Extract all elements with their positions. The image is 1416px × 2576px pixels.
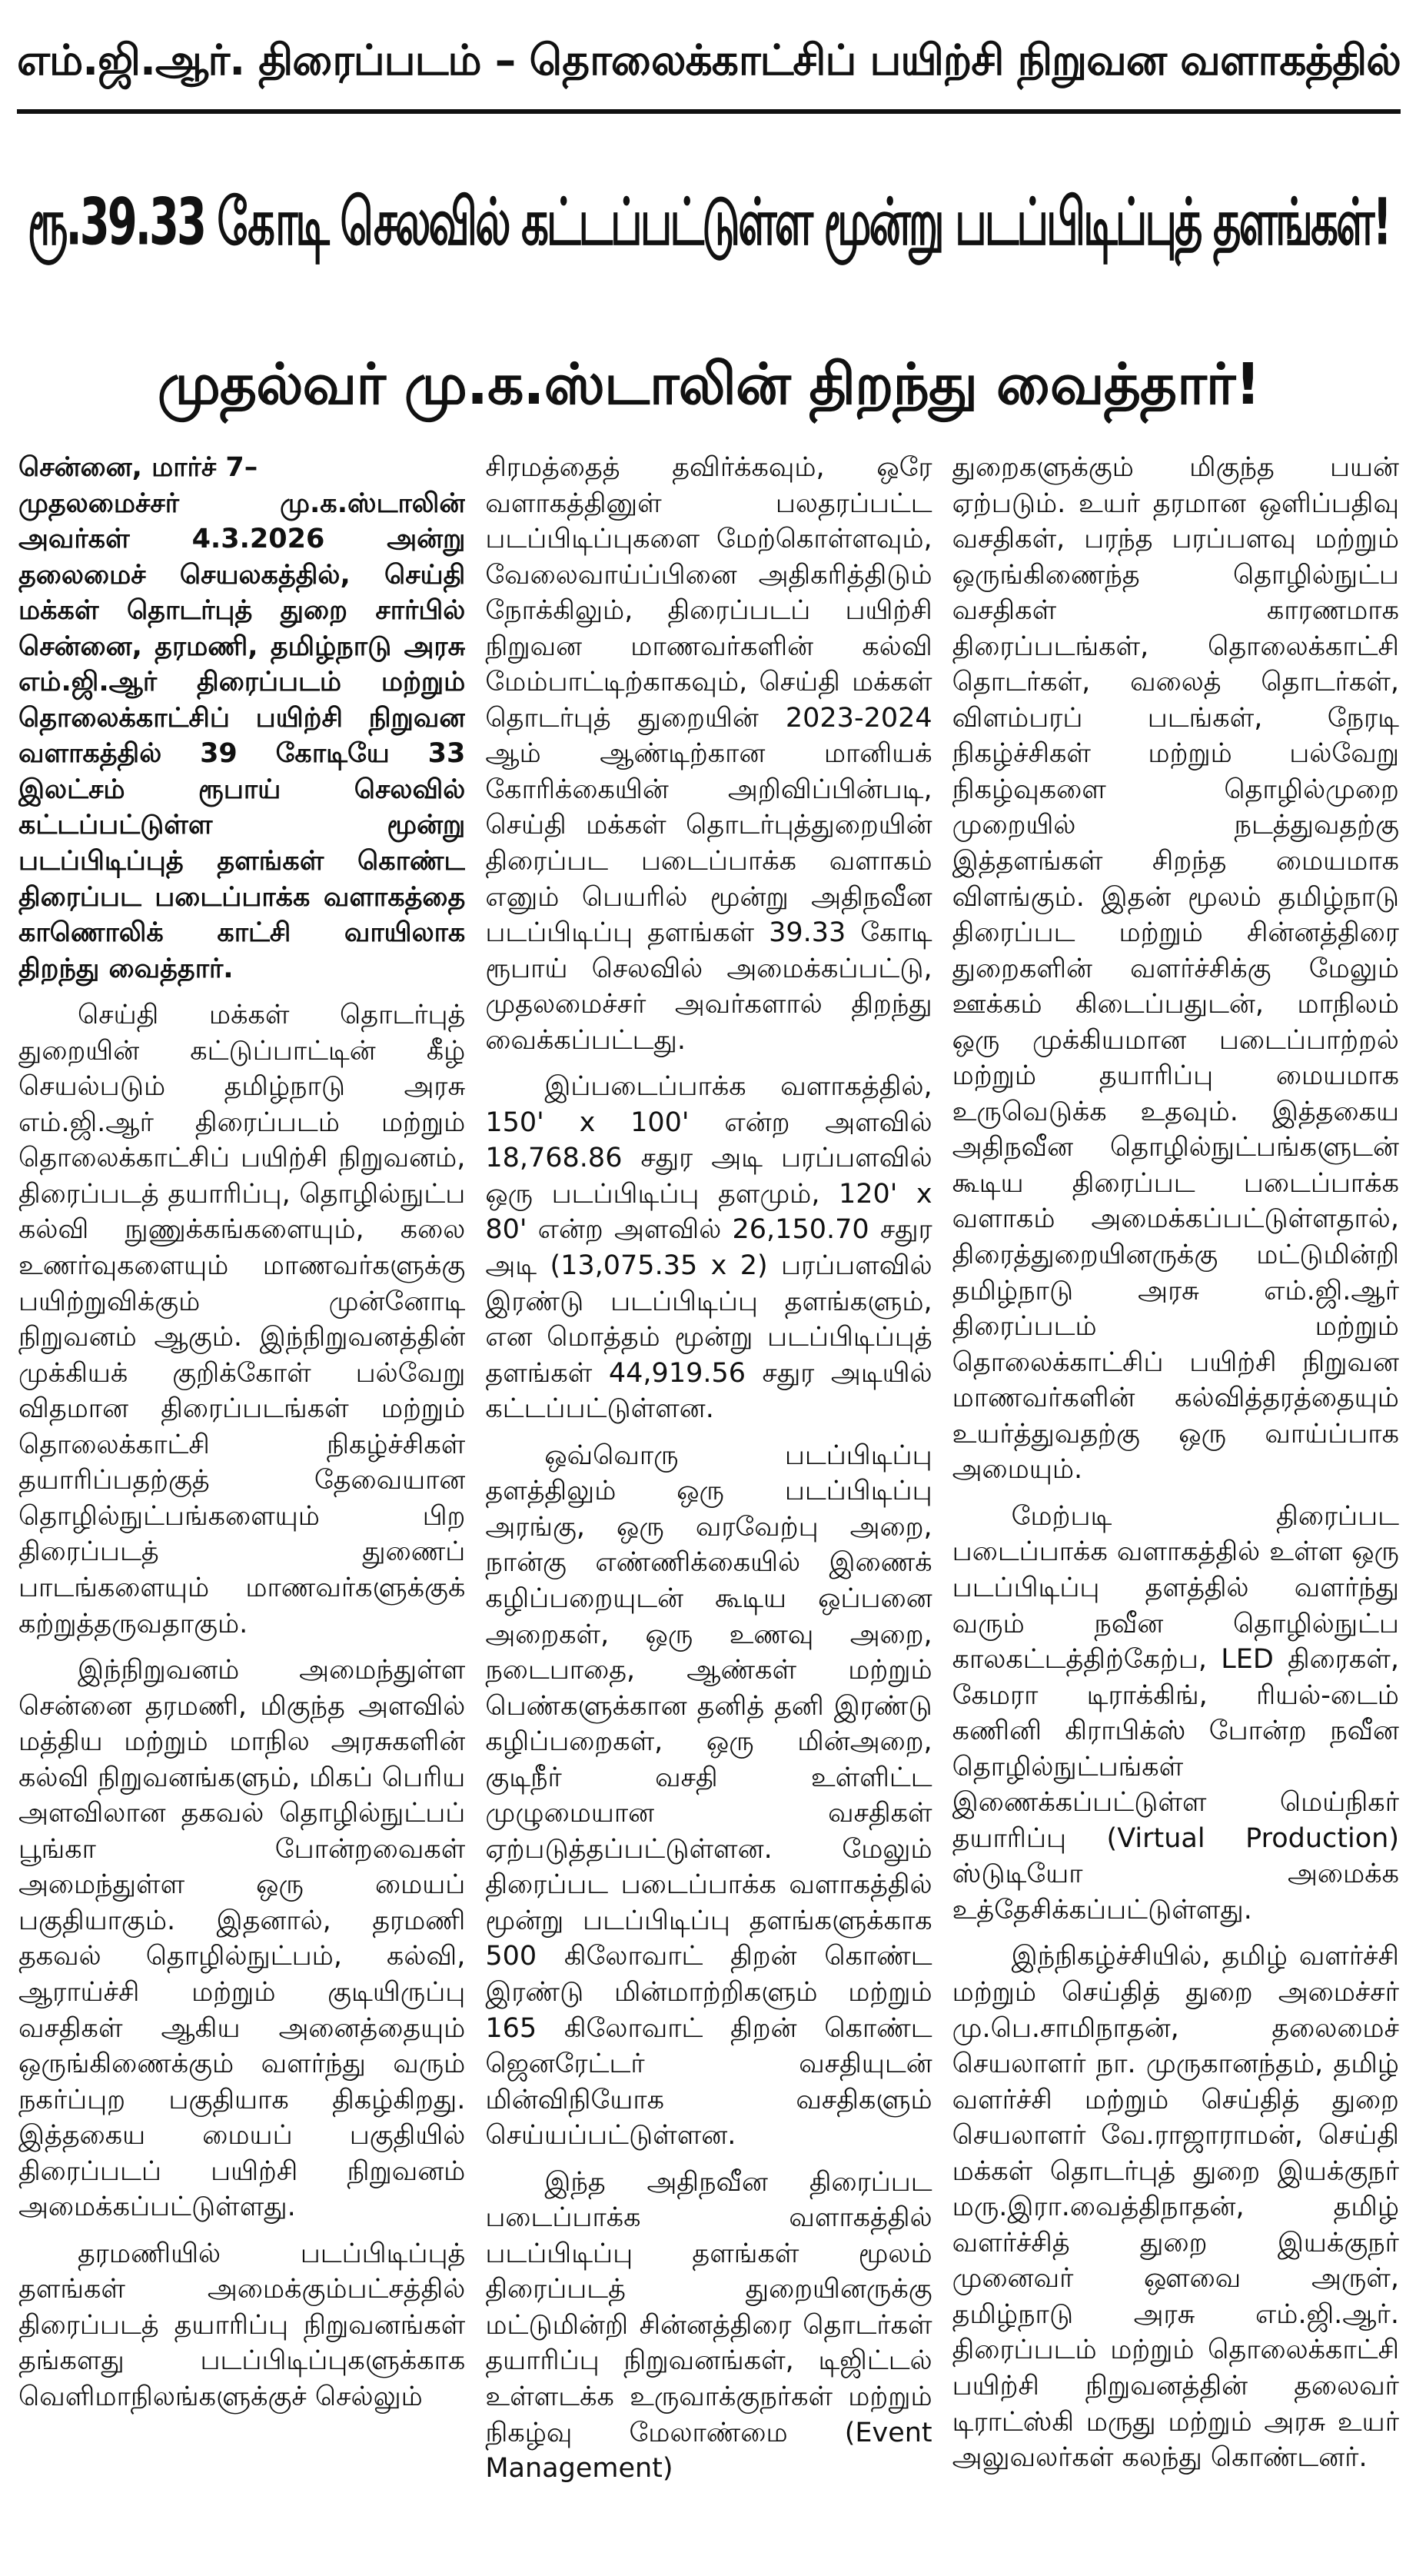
lead-paragraph	[18, 450, 465, 987]
paragraph: ஒவ்வொரு படப்பிடிப்பு தளத்திலும் ஒரு படப்பிடிப்பு அரங்கு, ஒரு வரவேற்பு அறை, நான்கு எண்ணிக்கையில் இணைக் கழிப்பறையுடன் கூடிய ஒப்பனை அறைகள், ஒரு உணவு அறை, நடைபாதை, ஆண்கள் மற்றும் பெண்களுக்கான தனித் தனி இரண்டு கழிப்பறைகள், ஒரு மின்அறை, குடிநீர் வசதி உள்ளிட்ட முழுமையான வசதிகள் ஏற்படுத்தப்பட்டுள்ளன. மேலும் திரைப்பட படைப்பாக்க வளாகத்தில் மூன்று படப்பிடிப்பு தளங்களுக்காக 500 கிலோவாட் திறன் கொண்ட இரண்டு மின்மாற்றிகளும் மற்றும் 165 கிலோவாட் திறன் கொண்ட ஜெனரேட்டர் வசதியுடன் மின்விநியோக வசதிகளும் செய்யப்பட்டுள்ளன.	[485, 1439, 932, 2152]
kicker-headline: எம்.ஜி.ஆர். திரைப்படம் – தொலைக்காட்சிப் பயிற்சி நிறுவன வளாகத்தில்	[17, 17, 1401, 114]
sub-headline: முதல்வர் மு.க.ஸ்டாலின் திறந்து வைத்தார்!	[157, 351, 1261, 418]
article-body	[18, 450, 1399, 2557]
paragraph: இந்நிறுவனம் அமைந்துள்ள சென்னை தரமணி, மிகுந்த அளவில் மத்திய மற்றும் மாநில அரசுகளின் கல்வி நிறுவனங்களும், மிகப் பெரிய அளவிலான தகவல் தொழில்நுட்பப் பூங்கா போன்றவைகள் அமைந்துள்ள ஒரு மையப் பகுதியாகும். இதனால், தரமணி தகவல் தொழில்நுட்பம், கல்வி, ஆராய்ச்சி மற்றும் குடியிருப்பு வசதிகள் ஆகிய அனைத்தையும் ஒருங்கிணைக்கும் வளர்ந்து வரும் நகர்ப்புற பகுதியாக திகழ்கிறது. இத்தகைய மையப் பகுதியில் திரைப்படப் பயிற்சி நிறுவனம் அமைக்கப்பட்டுள்ளது.	[18, 1655, 466, 2223]
paragraph: சிரமத்தைத் தவிர்க்கவும், ஒரே வளாகத்தினுள் பலதரப்பட்ட படப்பிடிப்புகளை மேற்கொள்ளவும், வேலைவாய்ப்பினை அதிகரித்திடும் நோக்கிலும், திரைப்படப் பயிற்சி நிறுவன மாணவர்களின் கல்வி மேம்பாட்டிற்காகவும், செய்தி மக்கள் தொடர்புத் துறையின் 2023-2024 ஆம் ஆண்டிற்கான மானியக் கோரிக்கையின் அறிவிப்பின்படி, செய்தி மக்கள் தொடர்புத்துறையின் திரைப்பட படைப்பாக்க வளாகம் எனும் பெயரில் மூன்று அதிநவீன படப்பிடிப்பு தளங்கள் 39.33 கோடி ரூபாய் செலவில் அமைக்கப்பட்டு, முதலமைச்சர் அவர்களால் திறந்து வைக்கப்பட்டது.	[485, 452, 932, 1056]
paragraph: இந்த அதிநவீன திரைப்பட படைப்பாக்க வளாகத்தில் படப்பிடிப்பு தளங்கள் மூலம் திரைப்படத் துறையினருக்கு மட்டுமின்றி சின்னத்திரை தொடர்கள் தயாரிப்பு நிறுவனங்கள், டிஜிட்டல் உள்ளடக்க உருவாக்குநர்கள் மற்றும் நிகழ்வு மேலாண்மை (Event Management)	[485, 2166, 932, 2484]
lead-text: முதலமைச்சர் மு.க.ஸ்டாலின் அவர்கள் 4.3.2026 அன்று தலைமைச் செயலகத்தில், செய்தி மக்கள் தொடர்புத் துறை சார்பில் சென்னை, தரமணி, தமிழ்நாடு அரசு எம்.ஜி.ஆர் திரைப்படம் மற்றும் தொலைக்காட்சிப் பயிற்சி நிறுவன வளாகத்தில் 39 கோடியே 33 இலட்சம் ரூபாய் செலவில் கட்டப்பட்டுள்ள மூன்று படப்பிடிப்புத் தளங்கள் கொண்ட திரைப்பட படைப்பாக்க வளாகத்தை காணொலிக் காட்சி வாயிலாக திறந்து வைத்தார்.	[18, 488, 466, 984]
column-2	[485, 450, 932, 2557]
main-headline: ரூ.39.33 கோடி செலவில் கட்டப்பட்டுள்ள மூன்று படப்பிடிப்புத் தளங்கள்!	[28, 185, 1390, 261]
paragraph: செய்தி மக்கள் தொடர்புத் துறையின் கட்டுப்பாட்டின் கீழ் செயல்படும் தமிழ்நாடு அரசு எம்.ஜி.ஆர் திரைப்படம் மற்றும் தொலைக்காட்சிப் பயிற்சி நிறுவனம், திரைப்படத் தயாரிப்பு, தொழில்நுட்ப கல்வி நுணுக்கங்களையும், கலை உணர்வுகளையும் மாணவர்களுக்கு பயிற்றுவிக்கும் முன்னோடி நிறுவனம் ஆகும். இந்நிறுவனத்தின் முக்கியக் குறிக்கோள் பல்வேறு விதமான திரைப்படங்கள் மற்றும் தொலைக்காட்சி நிகழ்ச்சிகள் தயாரிப்பதற்குத் தேவையான தொழில்நுட்பங்களையும் பிற திரைப்படத் துணைப் பாடங்களையும் மாணவர்களுக்குக் கற்றுத்தருவதாகும்.	[18, 1000, 466, 1639]
column-3	[952, 450, 1399, 2557]
paragraph: இந்நிகழ்ச்சியில், தமிழ் வளர்ச்சி மற்றும் செய்தித் துறை அமைச்சர் மு.பெ.சாமிநாதன், தலைமைச் செயலாளர் நா. முருகானந்தம், தமிழ் வளர்ச்சி மற்றும் செய்தித் துறை செயலாளர் வே.ராஜாராமன், செய்தி மக்கள் தொடர்புத் துறை இயக்குநர் மரு.இரா.வைத்திநாதன், தமிழ் வளர்ச்சித் துறை இயக்குநர் முனைவர் ஔவை அருள், தமிழ்நாடு அரசு எம்.ஜி.ஆர். திரைப்படம் மற்றும் தொலைக்காட்சி பயிற்சி நிறுவனத்தின் தலைவர் டிராட்ஸ்கி மருது மற்றும் அரசு உயர் அலுவலர்கள் கலந்து கொண்டனர்.	[952, 1941, 1399, 2474]
paragraph: இப்படைப்பாக்க வளாகத்தில், 150' x 100' என்ற அளவில் 18,768.86 சதுர அடி பரப்பளவில் ஒரு படப்பிடிப்பு தளமும், 120' x 80' என்ற அளவில் 26,150.70 சதுர அடி (13,075.35 x 2) பரப்பளவில் இரண்டு படப்பிடிப்பு தளங்களும், என மொத்தம் மூன்று படப்பிடிப்புத் தளங்கள் 44,919.56 சதுர அடியில் கட்டப்பட்டுள்ளன.	[485, 1071, 932, 1425]
paragraph: மேற்படி திரைப்பட படைப்பாக்க வளாகத்தில் உள்ள ஒரு படப்பிடிப்பு தளத்தில் வளர்ந்து வரும் நவீன தொழில்நுட்ப காலகட்டத்திற்கேற்ப, LED திரைகள், கேமரா டிராக்கிங், ரியல்-டைம் கணினி கிராபிக்ஸ் போன்ற நவீன தொழில்நுட்பங்கள் இணைக்கப்பட்டுள்ள மெய்நிகர் தயாரிப்பு (Virtual Production) ஸ்டுடியோ அமைக்க உத்தேசிக்கப்பட்டுள்ளது.	[952, 1500, 1399, 1925]
paragraph: தரமணியில் படப்பிடிப்புத் தளங்கள் அமைக்கும்பட்சத்தில் திரைப்படத் தயாரிப்பு நிறுவனங்கள் தங்களது படப்பிடிப்புகளுக்காக வெளிமாநிலங்களுக்குச் செல்லும்	[18, 2238, 466, 2412]
column-1	[18, 450, 465, 2557]
paragraph: துறைகளுக்கும் மிகுந்த பயன் ஏற்படும். உயர் தரமான ஒளிப்பதிவு வசதிகள், பரந்த பரப்பளவு மற்றும் ஒருங்கிணைந்த தொழில்நுட்ப வசதிகள் காரணமாக திரைப்படங்கள், தொலைக்காட்சி தொடர்கள், வலைத் தொடர்கள், விளம்பரப் படங்கள், நேரடி நிகழ்ச்சிகள் மற்றும் பல்வேறு நிகழ்வுகளை தொழில்முறை முறையில் நடத்துவதற்கு இத்தளங்கள் சிறந்த மையமாக விளங்கும். இதன் மூலம் தமிழ்நாடு திரைப்பட மற்றும் சின்னத்திரை துறைகளின் வளர்ச்சிக்கு மேலும் ஊக்கம் கிடைப்பதுடன், மாநிலம் ஒரு முக்கியமான படைப்பாற்றல் மற்றும் தயாரிப்பு மையமாக உருவெடுக்க உதவும். இத்தகைய அதிநவீன தொழில்நுட்பங்களுடன் கூடிய திரைப்பட படைப்பாக்க வளாகம் அமைக்கப்பட்டுள்ளதால், திரைத்துறையினருக்கு மட்டுமின்றி தமிழ்நாடு அரசு எம்.ஜி.ஆர் திரைப்படம் மற்றும் தொலைக்காட்சிப் பயிற்சி நிறுவன மாணவர்களின் கல்வித்தரத்தையும் உயர்த்துவதற்கு ஒரு வாய்ப்பாக அமையும்.	[952, 452, 1399, 1486]
dateline: சென்னை, மார்ச் 7–	[18, 452, 258, 483]
